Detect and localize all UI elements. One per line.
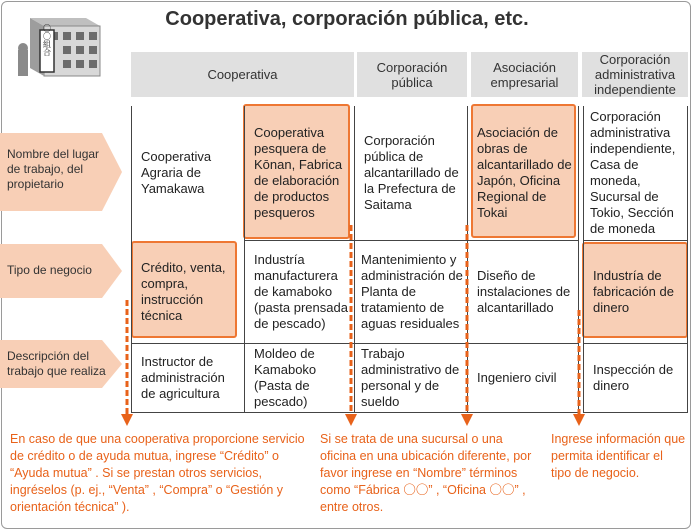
cell-r2-c1: Crédito, venta, compra, instrucción técnica xyxy=(141,260,226,323)
cell-r1-c2: Cooperativa pesquera de Kōnan, Fabrica de elaboración de productos pesqueros xyxy=(254,125,343,220)
row-label-workplace: Nombre del lugar de trabajo, del propietario xyxy=(0,133,122,211)
building-sign: 〇〇組合 xyxy=(42,24,52,56)
cell-r2-c4: Diseño de instalaciones de alcantarillado xyxy=(477,268,571,315)
column-header-corporacion-publica: Corporación pública xyxy=(357,52,467,97)
cell-r3-c2: Moldeo de Kamaboko (Pasta de pescado) xyxy=(254,346,317,409)
cell-r1-c1: Cooperativa Agraria de Yamakawa xyxy=(141,149,212,196)
column-header-cooperativa: Cooperativa xyxy=(131,52,354,97)
cell-r1-c4: Asociación de obras de alcantarillado de Japón, Oficina Regional de Tokai xyxy=(477,125,572,220)
note-branch: Si se trata de una sucursal o una oficina en una ubicación diferente, por favor ingrese en “Nombre” términos como “Fábrica 〇〇” , “Oficina 〇〇” , entre otros. xyxy=(320,432,532,514)
cell-r3-c4: Ingeniero civil xyxy=(477,370,557,385)
cell-r2-c3: Mantenimiento y administración de Planta de tratamiento de aguas residuales xyxy=(361,252,463,331)
cell-r2-c5: Industría de fabricación de dinero xyxy=(593,268,674,315)
cell-r3-c1: Instructor de administración de agricultura xyxy=(141,354,225,401)
cell-r1-c3: Corporación pública de alcantarillado de la Prefectura de Saitama xyxy=(364,133,459,212)
column-header-corporacion-administrativa: Corporación administrativa independiente xyxy=(582,52,688,97)
row-label-business-type: Tipo de negocio xyxy=(0,244,122,298)
cell-r1-c5: Corporación administrativa independiente, Casa de moneda, Sucursal de Tokio, Sección de moneda xyxy=(590,109,676,236)
cell-r2-c2: Industría manufacturera de kamaboko (pasta prensada de pescado) xyxy=(254,252,348,331)
note-identify: Ingrese información que permita identificar el tipo de negocio. xyxy=(551,432,686,480)
row-label-job-description: Descripción del trabajo que realiza xyxy=(0,340,122,388)
cell-r3-c5: Inspección de dinero xyxy=(593,362,674,393)
page-title: Cooperativa, corporación pública, etc. xyxy=(165,8,529,30)
column-header-asociacion-empresarial: Asociación empresarial xyxy=(471,52,578,97)
note-cooperative: En caso de que una cooperativa proporcione servicio de crédito o de ayuda mutua, ingrese “Crédito” o “Ayuda mutua” . Si se prestan otros servicios, ingréselos (p. ej., “Venta” , “Compra” o “Gestión y orientación técnica” ). xyxy=(10,432,305,514)
cell-r3-c3: Trabajo administrativo de personal y de sueldo xyxy=(361,346,460,409)
